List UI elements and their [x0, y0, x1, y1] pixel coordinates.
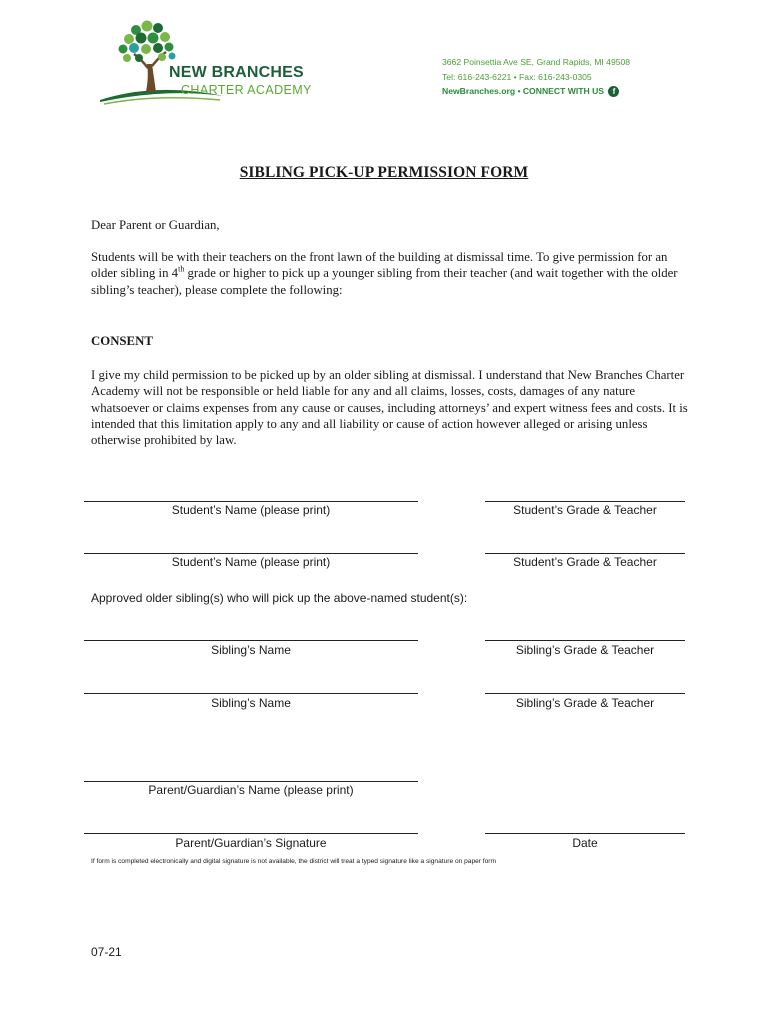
sibling-name-1-line[interactable] [84, 640, 418, 641]
consent-heading: CONSENT [91, 334, 153, 348]
intro-text-2: grade or higher to pick up a younger sibling from their teacher (and wait together with the older sibling’s teacher), please complete the following: [91, 266, 678, 297]
school-address: 3662 Poinsettia Ave SE, Grand Rapids, MI 49508 [442, 57, 631, 67]
school-subtitle: CHARTER ACADEMY [181, 83, 312, 97]
school-name: NEW BRANCHES [169, 64, 304, 81]
sibling-grade-2-line[interactable] [485, 693, 685, 694]
sibling-intro: Approved older sibling(s) who will pick up the above-named student(s): [91, 591, 468, 605]
guardian-name-label: Parent/Guardian’s Name (please print) [148, 783, 354, 797]
sibling-name-2-label: Sibling’s Name [211, 696, 291, 710]
intro-text-1: Students will be with their teachers on the front lawn of the building at dismissal time. To give permission for an older sibling in 4 [91, 250, 668, 281]
student-grade-2-label: Student’s Grade & Teacher [513, 555, 657, 569]
student-name-2-line[interactable] [84, 553, 418, 554]
sibling-grade-1-label: Sibling’s Grade & Teacher [515, 643, 655, 657]
sibling-grade-2-label: Sibling’s Grade & Teacher [515, 696, 655, 710]
consent-paragraph: I give my child permission to be picked up by an older sibling at dismissal. I understand that New Branches Charter Academy will not be responsible or held liable for any and all claims, losses, costs, damages of any nature whatsoever or claims expenses from any cause or causes, including attorneys’ and expert witness fees and costs. It is intended that this limitation apply to any and all liability or cause of action however alleged or arising unless otherwise prohibited by law. [91, 368, 688, 448]
date-line[interactable] [485, 833, 685, 834]
form-code: 07-21 [91, 945, 122, 959]
sibling-name-1-label: Sibling’s Name [211, 643, 291, 657]
student-grade-2-line[interactable] [485, 553, 685, 554]
student-name-1-line[interactable] [84, 501, 418, 502]
intro-paragraph [91, 249, 691, 298]
guardian-signature-label: Parent/Guardian’s Signature [175, 836, 327, 850]
student-grade-1-label: Student’s Grade & Teacher [513, 503, 657, 517]
form-title: SIBLING PICK-UP PERMISSION FORM [239, 164, 529, 181]
student-grade-1-line[interactable] [485, 501, 685, 502]
contact-links-row [442, 86, 619, 97]
electronic-signature-note: If form is completed electronically and digital signature is not available, the district will treat a typed signature like a signature on paper form [91, 858, 496, 865]
guardian-name-line[interactable] [84, 781, 418, 782]
guardian-signature-line[interactable] [84, 833, 418, 834]
salutation: Dear Parent or Guardian, [91, 218, 220, 232]
date-label: Date [572, 836, 598, 850]
student-name-2-label: Student’s Name (please print) [171, 555, 331, 569]
sibling-grade-1-line[interactable] [485, 640, 685, 641]
student-name-1-label: Student’s Name (please print) [171, 503, 331, 517]
school-phone-fax: Tel: 616-243-6221 • Fax: 616-243-0305 [442, 72, 592, 82]
facebook-icon[interactable]: f [608, 86, 619, 97]
website-link[interactable]: NewBranches.org • CONNECT WITH US [442, 86, 605, 96]
sibling-name-2-line[interactable] [84, 693, 418, 694]
intro-superscript: th [178, 265, 185, 275]
